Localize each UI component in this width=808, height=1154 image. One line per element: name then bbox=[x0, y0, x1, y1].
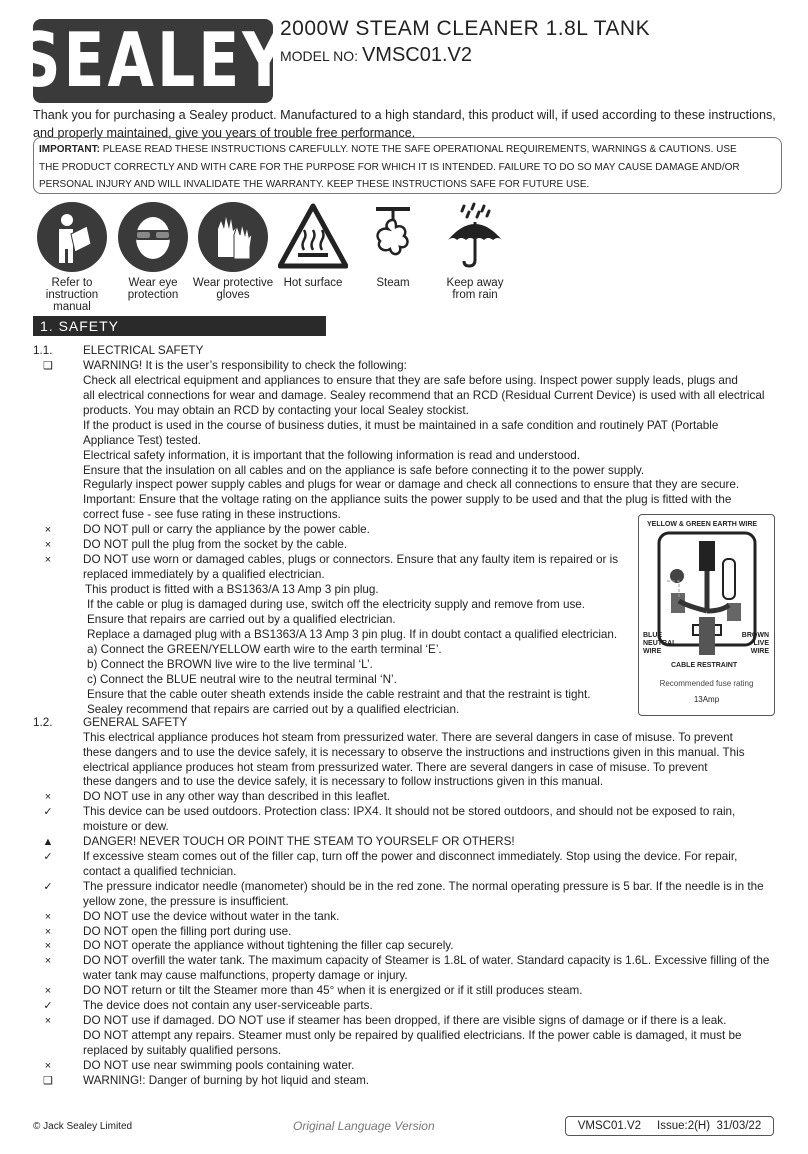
body-line: these dangers and to use the device safely, it is necessary to follow instructions given in this manual. bbox=[83, 775, 604, 788]
blue-wire-label: BLUE NEUTRAL WIRE bbox=[643, 632, 677, 655]
body-line: The device does not contain any user-serviceable parts. bbox=[83, 999, 373, 1012]
footer-document-ref: VMSC01.V2 Issue:2(H) 31/03/22 bbox=[565, 1116, 774, 1136]
gloves-icon bbox=[198, 202, 268, 272]
body-line: electrical appliance produces hot steam from pressurized water. There are several dangers in case of misuse. To prevent bbox=[83, 761, 708, 774]
cross-bullet: × bbox=[44, 926, 52, 938]
cross-bullet: × bbox=[44, 985, 52, 997]
body-line: If the product is used in the course of business duties, it must be maintained in a safe condition and routinely PAT (Portable bbox=[83, 419, 719, 432]
eye-protection-icon bbox=[118, 202, 188, 272]
body-line: a) Connect the GREEN/YELLOW earth wire to the earth terminal ‘E’. bbox=[87, 643, 442, 656]
body-line: b) Connect the BROWN live wire to the live terminal ‘L’. bbox=[87, 658, 373, 671]
body-line: products. You may obtain an RCD by contacting your local Sealey stockist. bbox=[83, 404, 469, 417]
body-line: DO NOT open the filling port during use. bbox=[83, 925, 292, 938]
cable-restraint-label: CABLE RESTRAINT bbox=[671, 662, 738, 669]
cross-bullet: × bbox=[44, 791, 52, 803]
cross-bullet: × bbox=[44, 1015, 52, 1027]
tick-bullet: ✓ bbox=[43, 806, 53, 818]
body-line: replaced by suitably qualified persons. bbox=[83, 1044, 282, 1057]
body-line: DO NOT attempt any repairs. Steamer must only be repaired by qualified electricians. If the power cable is damaged, it must be bbox=[83, 1029, 742, 1042]
logo-text: SEALEY bbox=[17, 17, 289, 105]
cross-bullet: × bbox=[44, 524, 52, 536]
body-line: This electrical appliance produces hot steam from pressurized water. There are several dangers in case of misuse. To prevent bbox=[83, 731, 733, 744]
body-line: DO NOT pull or carry the appliance by the power cable. bbox=[83, 523, 370, 536]
checkbox-bullet: ❑ bbox=[43, 1075, 53, 1087]
body-line: DO NOT operate the appliance without tightening the filler cap securely. bbox=[83, 939, 454, 952]
earth-wire-label: YELLOW & GREEN EARTH WIRE bbox=[647, 521, 758, 528]
section-number: 1.1. bbox=[33, 344, 53, 357]
body-line: DO NOT use near swimming pools containing water. bbox=[83, 1059, 355, 1072]
body-line: Check all electrical equipment and appliances to ensure that they are safe before using. Inspect power supply leads, plugs and bbox=[83, 374, 738, 387]
picto-label: Steam bbox=[376, 277, 410, 289]
model-label: MODEL NO: bbox=[280, 48, 362, 64]
sealey-logo bbox=[17, 17, 289, 105]
body-line: WARNING! It is the user’s responsibility to check the following: bbox=[83, 359, 407, 372]
section-heading-safety: 1. SAFETY bbox=[33, 316, 326, 336]
body-line: DO NOT use in any other way than described in this leaflet. bbox=[83, 790, 391, 803]
model-number bbox=[280, 44, 472, 67]
hot-surface-icon bbox=[278, 202, 348, 272]
body-line: moisture or dew. bbox=[83, 820, 169, 833]
tick-bullet: ✓ bbox=[43, 851, 53, 863]
cross-bullet: × bbox=[44, 539, 52, 551]
important-line: THE PRODUCT CORRECTLY AND WITH CARE FOR THE PURPOSE FOR WHICH IT IS INTENDED. FAILURE TO DO SO MAY CAUSE DAMAGE AND/OR bbox=[39, 161, 740, 173]
body-line: DO NOT use the device without water in the tank. bbox=[83, 910, 340, 923]
warning-triangle-bullet: ▲ bbox=[42, 836, 54, 848]
fuse-rating-value: 13Amp bbox=[693, 695, 720, 704]
important-line: PERSONAL INJURY AND WILL INVALIDATE THE WARRANTY. KEEP THESE INSTRUCTIONS SAFE FOR FUTURE USE. bbox=[39, 179, 590, 190]
body-line: If excessive steam comes out of the filler cap, turn off the power and disconnect immediately. Stop using the device. For repair, bbox=[83, 850, 738, 863]
body-line: DO NOT use if damaged. DO NOT use if steamer has been dropped, if there are visible signs of damage or if there is a leak. bbox=[83, 1014, 727, 1027]
body-line: Regularly inspect power supply cables and plugs for wear or damage and check all connections to ensure that they are secure. bbox=[83, 478, 740, 491]
body-line: Ensure that the insulation on all cables and on the appliance is safe before connecting it to the power supply. bbox=[83, 464, 645, 477]
picto-label: Keep away from rain bbox=[446, 277, 504, 301]
body-line: Sealey recommend that repairs are carried out by a qualified electrician. bbox=[87, 703, 460, 716]
picto-label: Refer to instruction manual bbox=[45, 277, 99, 313]
subsection-title: ELECTRICAL SAFETY bbox=[83, 344, 204, 357]
cross-bullet: × bbox=[44, 1060, 52, 1072]
body-line: DO NOT return or tilt the Steamer more than 45° when it is energized or if it still produces steam. bbox=[83, 984, 583, 997]
cross-bullet: × bbox=[44, 940, 52, 952]
picto-label: Wear protective gloves bbox=[192, 277, 274, 301]
body-line: DO NOT use worn or damaged cables, plugs or connectors. Ensure that any faulty item is repaired or is bbox=[83, 553, 619, 566]
tick-bullet: ✓ bbox=[43, 1000, 53, 1012]
footer-original-language: Original Language Version bbox=[293, 1119, 435, 1133]
subsection-title: GENERAL SAFETY bbox=[83, 716, 188, 729]
body-line: replaced immediately by a qualified electrician. bbox=[83, 568, 325, 581]
steam-icon bbox=[358, 202, 428, 272]
cross-bullet: × bbox=[44, 911, 52, 923]
fuse-rating-label: Recommended fuse rating bbox=[659, 679, 754, 688]
body-line: This product is fitted with a BS1363/A 13 Amp 3 pin plug. bbox=[85, 583, 379, 596]
body-line: all electrical connections for wear and damage. Sealey recommend that an RCD (Residual Current Device) is used with all electrical bbox=[83, 389, 765, 402]
plug-wiring-diagram bbox=[638, 514, 775, 716]
body-line: Electrical safety information, it is important that the following information is read and understood. bbox=[83, 449, 580, 462]
body-line: The pressure indicator needle (manometer) should be in the red zone. The normal operating pressure is 5 bar. If the needle is in the bbox=[83, 880, 764, 893]
footer-copyright: © Jack Sealey Limited bbox=[33, 1121, 133, 1132]
picto-label: Hot surface bbox=[283, 277, 343, 289]
important-line: PLEASE READ THESE INSTRUCTIONS CAREFULLY. NOTE THE SAFE OPERATIONAL REQUIREMENTS, WARNINGS & CAUTIONS. USE bbox=[99, 144, 737, 155]
body-line: DO NOT pull the plug from the socket by the cable. bbox=[83, 538, 348, 551]
body-line: yellow zone, the pressure is insufficient. bbox=[83, 895, 289, 908]
body-line: these dangers and to use the device safely, it is necessary to observe the instructions and instructions given in this manual. This bbox=[83, 746, 745, 759]
body-line: DANGER! NEVER TOUCH OR POINT THE STEAM TO YOURSELF OR OTHERS! bbox=[83, 835, 515, 848]
body-line: Ensure that repairs are carried out by a qualified electrician. bbox=[87, 613, 396, 626]
umbrella-rain-icon bbox=[440, 202, 510, 272]
checkbox-bullet: ❑ bbox=[43, 360, 53, 372]
brown-wire-label: BROWN LIVE WIRE bbox=[741, 632, 769, 655]
section-number: 1.2. bbox=[33, 716, 53, 729]
intro-line: Thank you for purchasing a Sealey product. Manufactured to a high standard, this product will, if used according to these instructions, bbox=[33, 108, 776, 122]
body-line: DO NOT overfill the water tank. The maximum capacity of Steamer is 1.8L of water. Standard capacity is 1.6L. Excessive filling of the bbox=[83, 954, 770, 967]
model-value: VMSC01.V2 bbox=[361, 44, 472, 66]
body-line: Important: Ensure that the voltage rating on the appliance suits the power supply to be used and that the plug is fitted with the bbox=[83, 493, 732, 506]
intro-line: and properly maintained, give you years of trouble free performance. bbox=[33, 126, 416, 140]
body-line: If the cable or plug is damaged during use, switch off the electricity supply and remove from use. bbox=[87, 598, 586, 611]
important-notice bbox=[33, 137, 782, 194]
body-line: c) Connect the BLUE neutral wire to the neutral terminal ‘N’. bbox=[87, 673, 397, 686]
cross-bullet: × bbox=[44, 554, 52, 566]
cross-bullet: × bbox=[44, 955, 52, 967]
body-line: contact a qualified technician. bbox=[83, 865, 237, 878]
body-line: WARNING!: Danger of burning by hot liquid and steam. bbox=[83, 1074, 370, 1087]
body-line: correct fuse - see fuse rating in these instructions. bbox=[83, 508, 341, 521]
page-title: 2000W STEAM CLEANER 1.8L TANK bbox=[280, 17, 651, 40]
body-line: Replace a damaged plug with a BS1363/A 13 Amp 3 pin plug. If in doubt contact a qualified electrician. bbox=[87, 628, 618, 641]
important-lead: IMPORTANT: bbox=[39, 144, 100, 155]
read-manual-icon bbox=[37, 202, 107, 272]
picto-label: Wear eye protection bbox=[127, 277, 179, 301]
body-line: Ensure that the cable outer sheath extends inside the cable restraint and that the restraint is tight. bbox=[87, 688, 591, 701]
tick-bullet: ✓ bbox=[43, 881, 53, 893]
body-line: Appliance Test) tested. bbox=[83, 434, 202, 447]
body-line: This device can be used outdoors. Protection class: IPX4. It should not be stored outdoors, and should not be exposed to rain, bbox=[83, 805, 736, 818]
body-line: water tank may cause malfunctions, property damage or injury. bbox=[83, 969, 408, 982]
